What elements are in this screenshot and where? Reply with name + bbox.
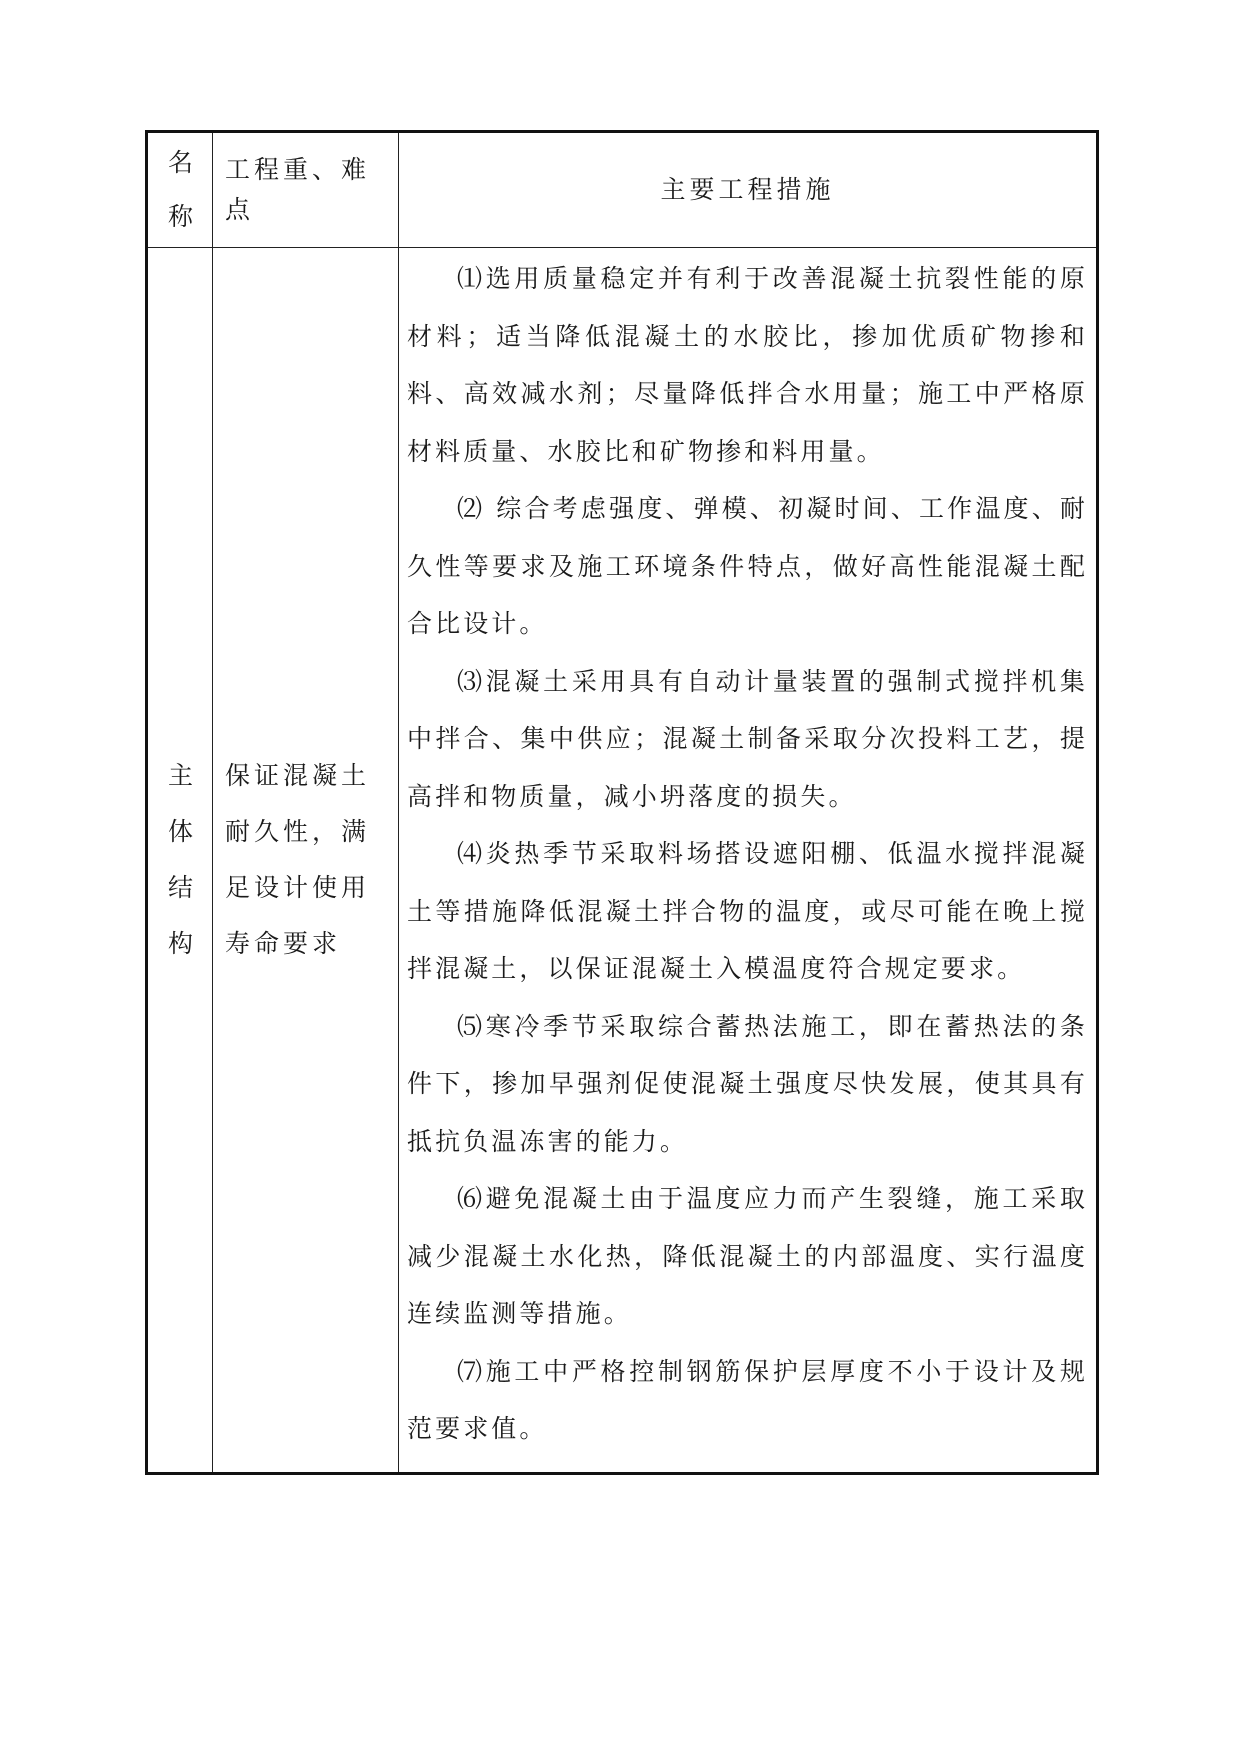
measure-item-3: ⑶混凝土采用具有自动计量装置的强制式搅拌机集中拌合、集中供应；混凝土制备采取分次投料工艺，提高拌和物质量，减小坍落度的损失。 xyxy=(407,666,1088,811)
row-difficulty-cell xyxy=(213,248,399,1474)
table-header-row xyxy=(147,132,1098,248)
measure-item-1: ⑴选用质量稳定并有利于改善混凝土抗裂性能的原材料；适当降低混凝土的水胶比，掺加优质矿物掺和料、高效减水剂；尽量降低拌合水用量；施工中严格原材料质量、水胶比和矿物掺和料用量。 xyxy=(407,264,1088,466)
header-cell-name xyxy=(147,132,213,248)
measure-item-2: ⑵ 综合考虑强度、弹模、初凝时间、工作温度、耐久性等要求及施工环境条件特点，做好高性能混凝土配合比设计。 xyxy=(407,494,1088,638)
measure-item-4: ⑷炎热季节采取料场搭设遮阳棚、低温水搅拌混凝土等措施降低混凝土拌合物的温度，或尽可能在晚上搅拌混凝土，以保证混凝土入模温度符合规定要求。 xyxy=(407,839,1088,983)
measures-table xyxy=(145,130,1099,1475)
header-difficulty-label: 工程重、难点 xyxy=(225,155,371,224)
header-name-label: 名称 xyxy=(168,148,194,231)
measure-item-6: ⑹避免混凝土由于温度应力而产生裂缝，施工采取减少混凝土水化热，降低混凝土的内部温度、实行温度连续监测等措施。 xyxy=(407,1184,1088,1328)
table-row xyxy=(147,248,1098,1474)
row-measures-cell xyxy=(399,248,1098,1474)
row-name-cell xyxy=(147,248,213,1474)
header-cell-measures xyxy=(399,132,1098,248)
measure-item-5: ⑸寒冷季节采取综合蓄热法施工，即在蓄热法的条件下，掺加早强剂促使混凝土强度尽快发展，使其具有抵抗负温冻害的能力。 xyxy=(407,1011,1088,1156)
header-cell-difficulty xyxy=(213,132,399,248)
row-name-label: 主体结构 xyxy=(168,760,194,958)
header-measures-label: 主要工程措施 xyxy=(660,175,835,204)
measure-item-7: ⑺施工中严格控制钢筋保护层厚度不小于设计及规范要求值。 xyxy=(407,1356,1088,1443)
row-difficulty-text: 保证混凝土耐久性，满足设计使用寿命要求 xyxy=(225,760,371,958)
